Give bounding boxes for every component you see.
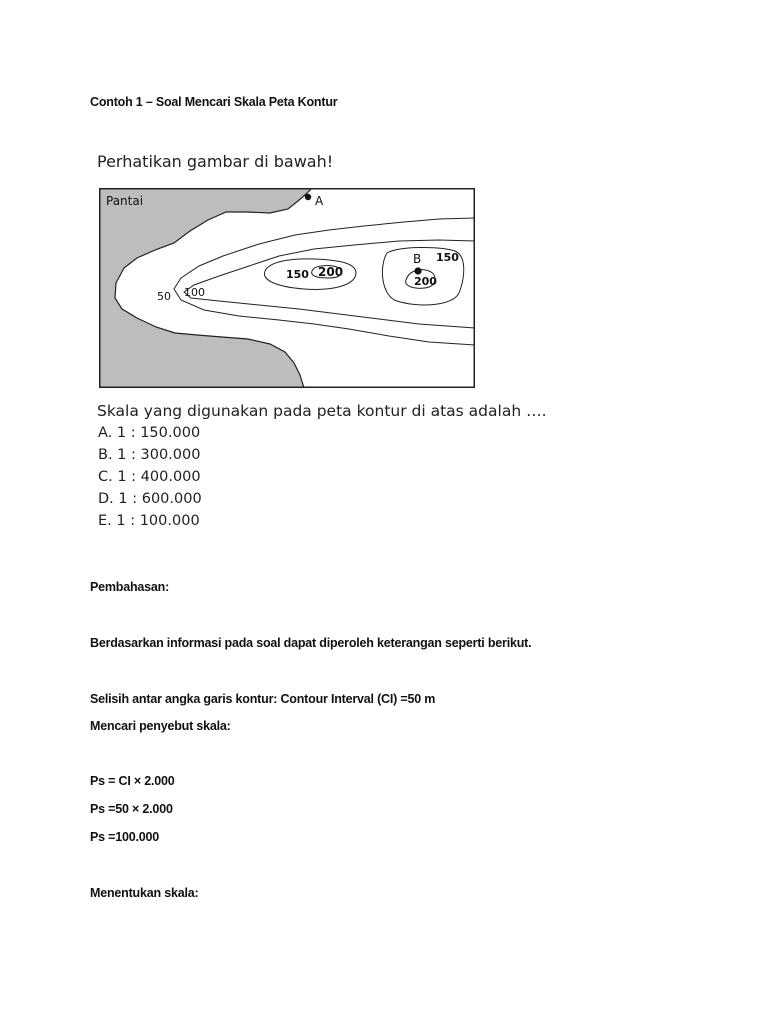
contour-label-50: 50 [157, 290, 171, 303]
option-d: D. 1 : 600.000 [98, 491, 202, 507]
option-b: B. 1 : 300.000 [98, 447, 201, 463]
determine-scale-text: Menentukan skala: [90, 886, 199, 900]
option-e: E. 1 : 100.000 [98, 513, 200, 529]
formula-line: Ps = CI × 2.000 [90, 774, 175, 788]
point-b-marker [414, 267, 421, 274]
contour-interval-text: Selisih antar angka garis kontur: Contour Interval (CI) =50 m [90, 692, 436, 706]
contour-label-100: 100 [184, 286, 205, 299]
contour-label-east-150: 150 [436, 251, 459, 264]
contour-label-east-200: 200 [414, 275, 437, 288]
point-a-marker [305, 194, 311, 200]
document-heading: Contoh 1 – Soal Mencari Skala Peta Kontur [90, 95, 338, 109]
contour-map [99, 188, 475, 388]
formula-line: Ps =50 × 2.000 [90, 802, 173, 816]
option-a: A. 1 : 150.000 [98, 425, 201, 441]
formula-line: Ps =100.000 [90, 830, 160, 844]
coast-label: Pantai [106, 194, 144, 208]
find-denominator-text: Mencari penyebut skala: [90, 719, 231, 733]
point-b-label: B [413, 252, 422, 266]
contour-label-west-150: 150 [286, 268, 309, 281]
question-text: Skala yang digunakan pada peta kontur di atas adalah …. [97, 402, 547, 420]
discussion-label: Pembahasan: [90, 580, 170, 594]
option-c: C. 1 : 400.000 [98, 469, 201, 485]
question-instruction: Perhatikan gambar di bawah! [97, 152, 334, 171]
contour-label-west-200: 200 [318, 265, 344, 279]
info-sentence: Berdasarkan informasi pada soal dapat diperoleh keterangan seperti berikut. [90, 636, 532, 650]
point-a-label: A [315, 194, 324, 208]
